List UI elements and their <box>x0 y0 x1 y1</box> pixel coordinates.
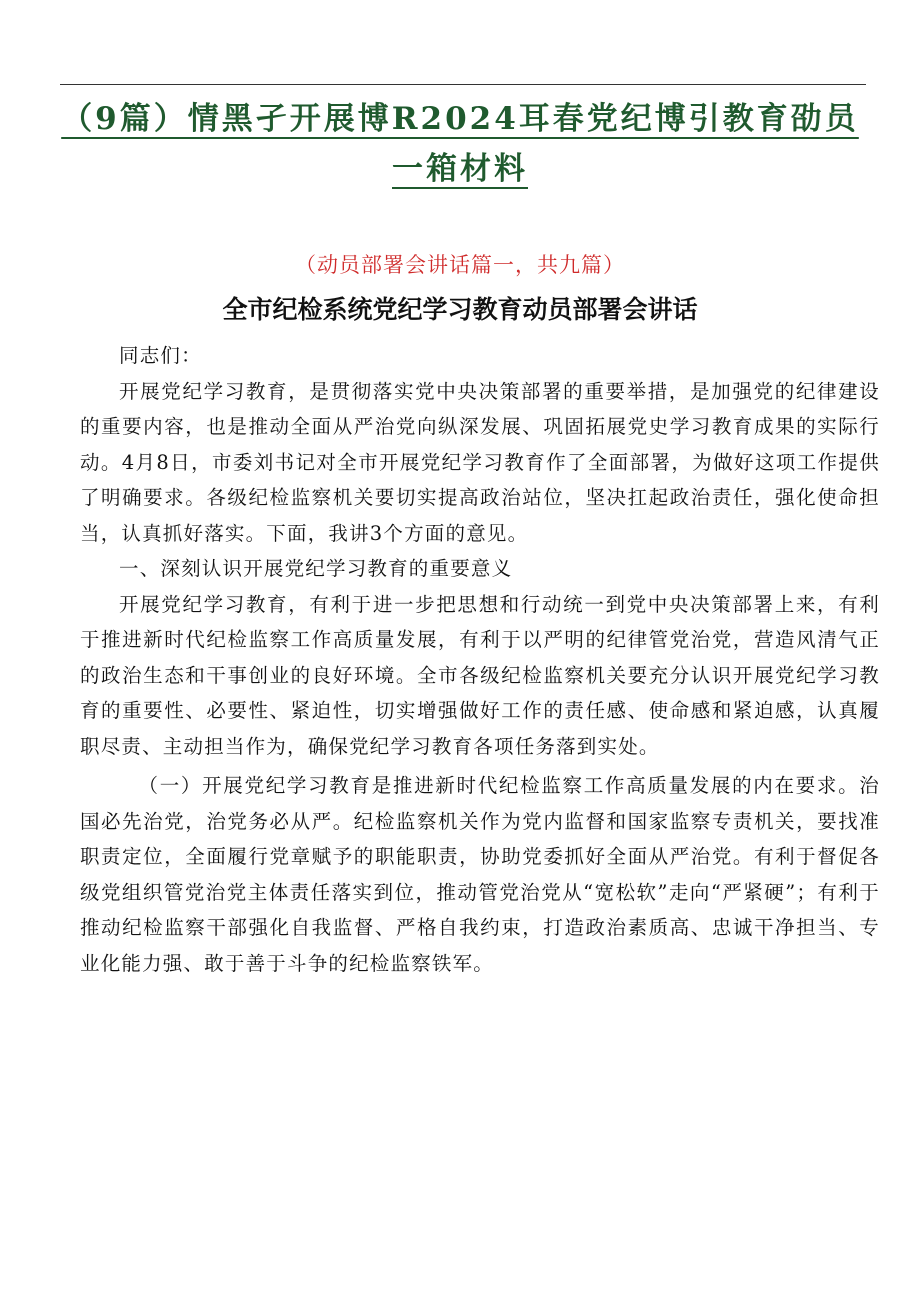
paragraph-significance: 开展党纪学习教育，有利于进一步把思想和行动统一到党中央决策部署上来，有利于推进新时代纪检监察工作高质量发展，有利于以严明的纪律管党治党，营造风清气正的政治生态和干事创业的良好环境。全市各级纪检监察机关要充分认识开展党纪学习教育的重要性、必要性、紧迫性，切实增强做好工作的责任感、使命感和紧迫感，认真履职尽责、主动担当作为，确保党纪学习教育各项任务落到实处。 <box>80 592 880 758</box>
title-line-2: 一箱材料 <box>392 151 528 187</box>
section-tag: （动员部署会讲话篇一，共九篇） <box>295 253 625 277</box>
paragraph-intro: 开展党纪学习教育，是贯彻落实党中央决策部署的重要举措，是加强党的纪律建设的重要内容，也是推动全面从严治党向纵深发展、巩固拓展党史学习教育成果的实际行动。4月8日，市委刘书记对全市开展党纪学习教育作了全面部署，为做好这项工作提供了明确要求。各级纪检监察机关要切实提高政治站位，坚决扛起政治责任，强化使命担当，认真抓好落实。下面，我讲3个方面的意见。 <box>80 379 880 545</box>
top-divider <box>60 84 866 85</box>
salutation: 同志们： <box>119 344 202 367</box>
section-heading-1: 一、深刻认识开展党纪学习教育的重要意义 <box>119 557 513 580</box>
speech-title: 全市纪检系统党纪学习教育动员部署会讲话 <box>222 295 698 324</box>
title-line-1: （9篇）情黑孑开展博R2024耳春党纪博引教育劭员 <box>61 101 859 137</box>
paragraph-subpoint-1: （一）开展党纪学习教育是推进新时代纪检监察工作高质量发展的内在要求。治国必先治党，治党务必从严。纪检监察机关作为党内监督和国家监察专责机关，要找准职责定位，全面履行党章赋予的职能职责，协助党委抓好全面从严治党。有利于督促各级党组织管党治党主体责任落实到位，推动管党治党从“宽松软”走向“严紧硬”；有利于推动纪检监察干部强化自我监督、严格自我约束，打造政治素质高、忠诚干净担当、专业化能力强、敢于善于斗争的纪检监察铁军。 <box>80 774 880 975</box>
document-title <box>40 94 880 194</box>
document-body <box>80 338 880 981</box>
